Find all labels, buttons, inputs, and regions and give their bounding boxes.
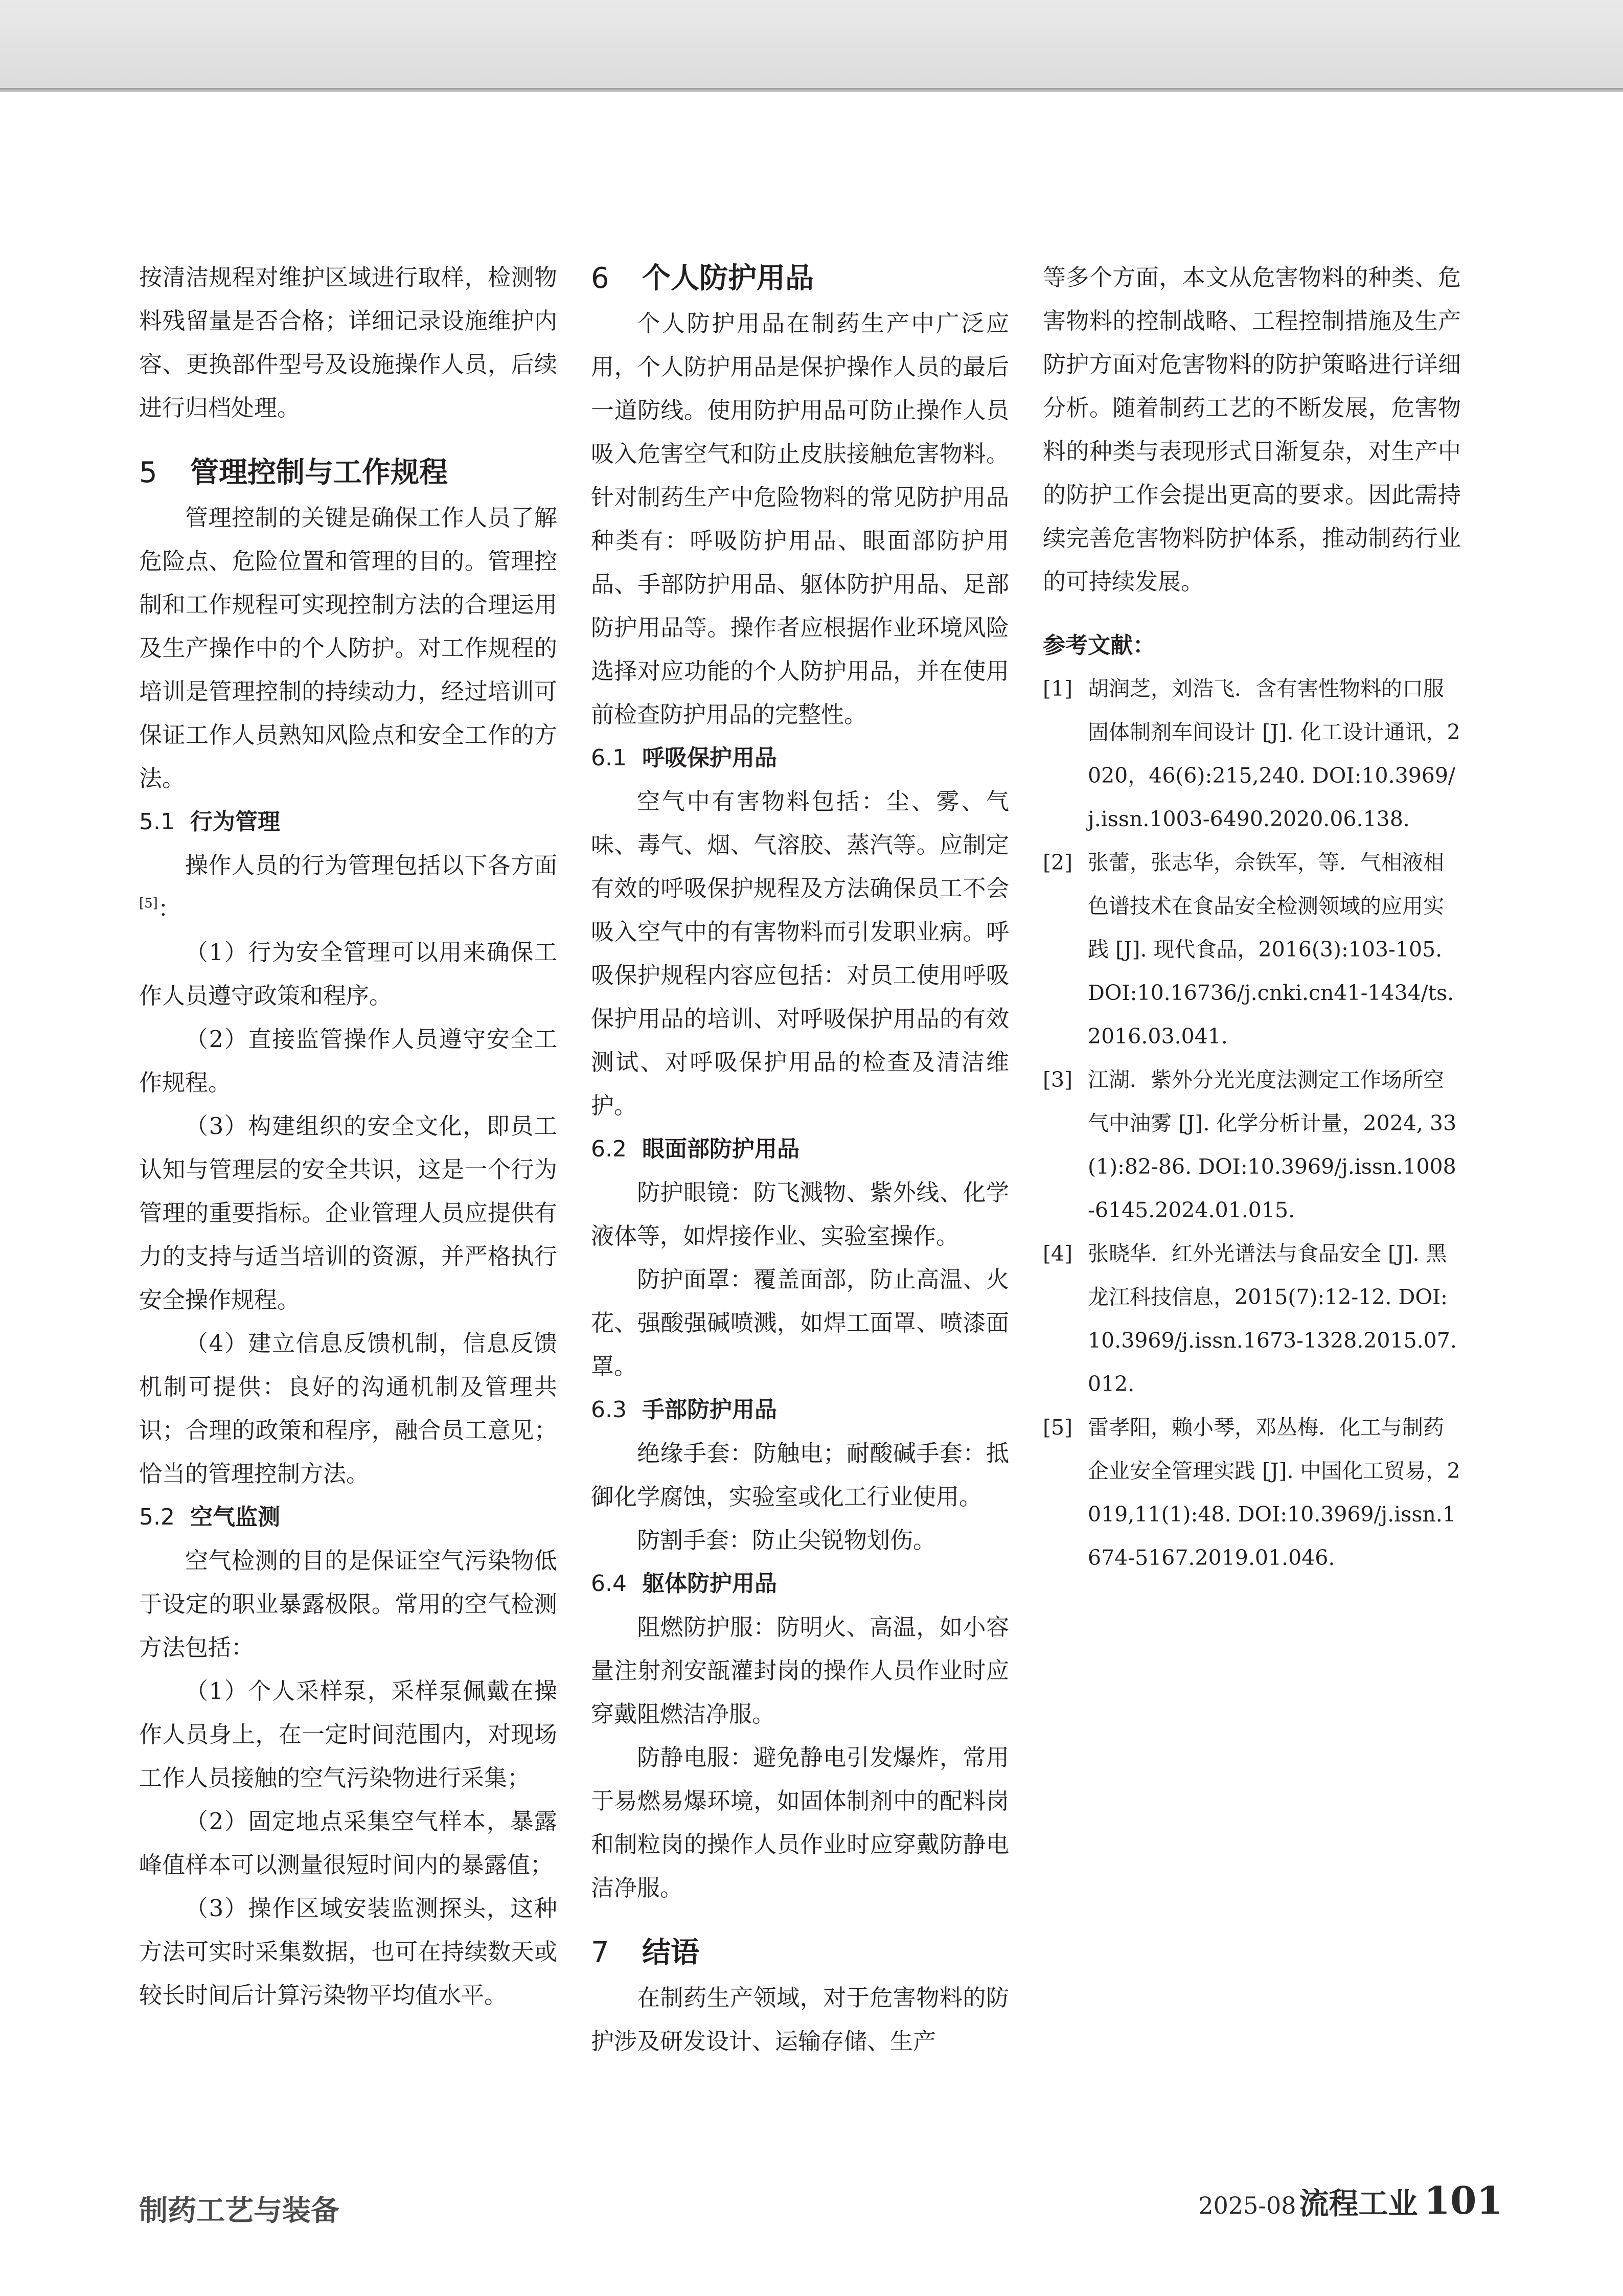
subsection-number: 6.4 <box>591 1571 627 1597</box>
page-header-band <box>0 0 1623 88</box>
subsection-title: 眼面部防护用品 <box>642 1136 799 1162</box>
reference-text: 雷孝阳，赖小琴，邓丛梅．化工与制药企业安全管理实践 [J]. 中国化工贸易，2019,11(1):48. DOI:10.3969/j.issn.1674-5167.2019.01.046. <box>1088 1415 1460 1570</box>
paragraph: 管理控制的关键是确保工作人员了解危险点、危险位置和管理的目的。管理控制和工作规程可实现控制方法的合理运用及生产操作中的个人防护。对工作规程的培训是管理控制的持续动力，经过培训可保证工作人员熟知风险点和安全工作的方法。 <box>139 504 557 792</box>
paragraph: 防静电服：避免静电引发爆炸，常用于易燃易爆环境，如固体制剂中的配料岗和制粒岗的操作人员作业时应穿戴防静电洁净服。 <box>591 1744 1009 1901</box>
paragraph: 绝缘手套：防触电；耐酸碱手套：抵御化学腐蚀，实验室或化工行业使用。 <box>591 1440 1009 1510</box>
subsection-heading-5-1 <box>139 800 557 844</box>
subsection-heading-6-3 <box>591 1388 1009 1431</box>
reference-item <box>1043 1406 1461 1580</box>
section-number: 7 <box>591 1936 609 1969</box>
column-middle <box>591 256 1009 2063</box>
reference-number: [5] <box>1043 1415 1073 1440</box>
paragraph: 空气中有害物料包括：尘、雾、气味、毒气、烟、气溶胶、蒸汽等。应制定有效的呼吸保护规程及方法确保员工不会吸入空气中的有害物料而引发职业病。呼吸保护规程内容应包括：对员工使用呼吸保护用品的培训、对呼吸保护用品的有效测试、对呼吸保护用品的检查及清洁维护。 <box>591 788 1009 1119</box>
list-item: （2）固定地点采集空气样本，暴露峰值样本可以测量很短时间内的暴露值； <box>139 1808 557 1878</box>
paragraph: 阻燃防护服：防明火、高温，如小容量注射剂安瓿灌封岗的操作人员作业时应穿戴阻燃洁净服。 <box>591 1613 1009 1727</box>
section-heading-5 <box>139 450 557 496</box>
list-item: （3）操作区域安装监测探头，这种方法可实时采集数据，也可在持续数天或较长时间后计算污染物平均值水平。 <box>139 1895 557 2009</box>
reference-item <box>1043 1232 1461 1406</box>
paragraph: 防割手套：防止尖锐物划伤。 <box>637 1527 936 1554</box>
subsection-number: 5.2 <box>139 1504 175 1530</box>
subsection-number: 6.3 <box>591 1397 627 1423</box>
paragraph: 空气检测的目的是保证空气污染物低于设定的职业暴露极限。常用的空气检测方法包括： <box>139 1547 557 1661</box>
subsection-number: 5.1 <box>139 809 175 835</box>
paragraph: 在制药生产领域，对于危害物料的防护涉及研发设计、运输存储、生产 <box>591 1984 1009 2055</box>
paragraph: 按清洁规程对维护区域进行取样，检测物料残留量是否合格；详细记录设施维护内容、更换部件型号及设施操作人员，后续进行归档处理。 <box>139 264 557 421</box>
reference-number: [2] <box>1043 850 1073 875</box>
subsection-title: 呼吸保护用品 <box>642 745 777 771</box>
references-heading: 参考文献： <box>1043 632 1155 658</box>
paragraph-end: ： <box>157 895 181 922</box>
paragraph-text: 操作人员的行为管理包括以下各方面 <box>185 852 557 879</box>
column-right <box>1043 256 1461 1580</box>
reference-text: 张蕾，张志华，佘铁军，等．气相液相色谱技术在食品安全检测领域的应用实践 [J]. 现代食品，2016(3):103-105. DOI:10.16736/j.cnki.cn41-1434/ts.2016.03.041. <box>1088 850 1454 1049</box>
footer-journal-info <box>1198 2179 1503 2223</box>
reference-text: 张晓华．红外光谱法与食品安全 [J]. 黑龙江科技信息，2015(7):12-12. DOI:10.3969/j.issn.1673-1328.2015.07.012. <box>1088 1241 1457 1396</box>
reference-number: [3] <box>1043 1067 1073 1092</box>
list-item: （2）直接监管操作人员遵守安全工作规程。 <box>139 1026 557 1096</box>
reference-item <box>1043 667 1461 841</box>
reference-text: 江湖．紫外分光光度法测定工作场所空气中油雾 [J]. 化学分析计量，2024, 33(1):82-86. DOI:10.3969/j.issn.1008-6145.2024.01.015. <box>1088 1067 1457 1222</box>
subsection-number: 6.1 <box>591 745 627 771</box>
section-heading-6 <box>591 256 1009 302</box>
subsection-number: 6.2 <box>591 1136 627 1162</box>
section-number: 5 <box>139 456 157 489</box>
subsection-heading-6-4 <box>591 1562 1009 1605</box>
reference-text: 胡润芝，刘浩飞．含有害性物料的口服固体制剂车间设计 [J]. 化工设计通讯，2020，46(6):215,240. DOI:10.3969/j.issn.1003-6490.2020.06.138. <box>1088 676 1460 831</box>
subsection-title: 行为管理 <box>190 809 280 835</box>
list-item: （1）个人采样泵，采样泵佩戴在操作人员身上，在一定时间范围内，对现场工作人员接触的空气污染物进行采集； <box>139 1677 557 1791</box>
paragraph: 个人防护用品在制药生产中广泛应用，个人防护用品是保护操作人员的最后一道防线。使用防护用品可防止操作人员吸入危害空气和防止皮肤接触危害物料。针对制药生产中危险物料的常见防护用品种类有：呼吸防护用品、眼面部防护用品、手部防护用品、躯体防护用品、足部防护用品等。操作者应根据作业环境风险选择对应功能的个人防护用品，并在使用前检查防护用品的完整性。 <box>591 310 1009 728</box>
section-title: 个人防护用品 <box>642 262 814 295</box>
paragraph-with-citation <box>139 844 557 930</box>
subsection-heading-6-1 <box>591 736 1009 780</box>
subsection-title: 躯体防护用品 <box>642 1571 777 1597</box>
journal-name: 流程工业 <box>1299 2186 1418 2221</box>
page-number: 101 <box>1424 2179 1503 2223</box>
subsection-heading-5-2 <box>139 1495 557 1539</box>
issue-date: 2025-08 <box>1198 2192 1296 2219</box>
paragraph: 防护面罩：覆盖面部，防止高温、火花、强酸强碱喷溅，如焊工面罩、喷漆面罩。 <box>591 1266 1009 1380</box>
section-title: 管理控制与工作规程 <box>190 456 448 489</box>
list-item: （3）构建组织的安全文化，即员工认知与管理层的安全共识，这是一个行为管理的重要指标。企业管理人员应提供有力的支持与适当培训的资源，并严格执行安全操作规程。 <box>139 1112 557 1313</box>
list-item: （4）建立信息反馈机制，信息反馈机制可提供：良好的沟通机制及管理共识；合理的政策和程序，融合员工意见；恰当的管理控制方法。 <box>139 1330 557 1487</box>
reference-item <box>1043 1058 1461 1232</box>
section-number: 6 <box>591 262 609 295</box>
paragraph: 等多个方面，本文从危害物料的种类、危害物料的控制战略、工程控制措施及生产防护方面对危害物料的防护策略进行详细分析。随着制药工艺的不断发展，危害物料的种类与表现形式日渐复杂，对生产中的防护工作会提出更高的要求。因此需持续完善危害物料防护体系，推动制药行业的可持续发展。 <box>1043 264 1461 595</box>
reference-number: [1] <box>1043 676 1073 701</box>
section-heading-7 <box>591 1930 1009 1976</box>
footer-section-name: 制药工艺与装备 <box>139 2194 339 2227</box>
column-left <box>139 256 557 2017</box>
references-list <box>1043 667 1461 1580</box>
subsection-heading-6-2 <box>591 1127 1009 1171</box>
paragraph: 防护眼镜：防飞溅物、紫外线、化学液体等，如焊接作业、实验室操作。 <box>591 1179 1009 1249</box>
citation-ref: [5] <box>139 896 158 911</box>
list-item: （1）行为安全管理可以用来确保工作人员遵守政策和程序。 <box>139 939 557 1009</box>
section-title: 结语 <box>642 1936 699 1969</box>
reference-item <box>1043 841 1461 1058</box>
subsection-title: 手部防护用品 <box>642 1397 777 1423</box>
reference-number: [4] <box>1043 1241 1073 1266</box>
header-divider <box>0 88 1623 92</box>
subsection-title: 空气监测 <box>190 1504 280 1530</box>
